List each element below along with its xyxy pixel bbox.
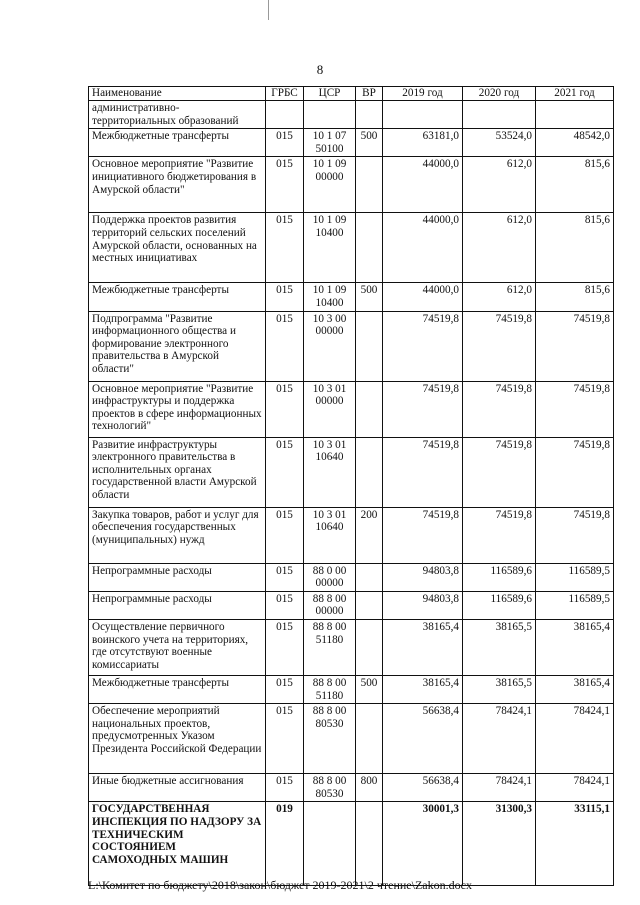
cell-y2021: 74519,8 xyxy=(536,437,614,507)
cell-grbs: 015 xyxy=(266,283,304,311)
cell-y2020: 78424,1 xyxy=(463,704,536,774)
cell-vr xyxy=(356,381,383,437)
cell-y2021: 48542,0 xyxy=(536,129,614,157)
cell-y2019: 74519,8 xyxy=(383,311,463,381)
cell-y2021: 116589,5 xyxy=(536,563,614,591)
table-row xyxy=(89,213,614,283)
cell-grbs: 015 xyxy=(266,507,304,563)
cell-y2019: 44000,0 xyxy=(383,213,463,283)
table-row xyxy=(89,591,614,619)
cell-name: Иные бюджетные ассигнования xyxy=(89,774,266,802)
cell-grbs: 015 xyxy=(266,381,304,437)
header-2020: 2020 год xyxy=(463,87,536,101)
cell-grbs: 019 xyxy=(266,802,304,886)
cell-y2019: 38165,4 xyxy=(383,675,463,703)
cell-y2021: 815,6 xyxy=(536,213,614,283)
cell-y2019: 30001,3 xyxy=(383,802,463,886)
cell-name: Основное мероприятие "Развитие инициативного бюджетирования в Амурской области" xyxy=(89,157,266,213)
cell-grbs: 015 xyxy=(266,311,304,381)
cell-y2021: 74519,8 xyxy=(536,311,614,381)
table-row xyxy=(89,619,614,675)
cell-csr: 10 1 09 10400 xyxy=(304,283,356,311)
table-row xyxy=(89,774,614,802)
cell-y2020: 78424,1 xyxy=(463,774,536,802)
cell-y2021: 815,6 xyxy=(536,157,614,213)
table-header-row xyxy=(89,87,614,101)
cell-grbs: 015 xyxy=(266,213,304,283)
header-grbs: ГРБС xyxy=(266,87,304,101)
cell-y2020 xyxy=(463,101,536,129)
cell-y2020: 74519,8 xyxy=(463,381,536,437)
cell-y2021: 78424,1 xyxy=(536,704,614,774)
cell-vr xyxy=(356,704,383,774)
cell-grbs xyxy=(266,101,304,129)
cell-csr xyxy=(304,802,356,886)
cell-name: Непрограммные расходы xyxy=(89,591,266,619)
cell-csr: 10 3 01 10640 xyxy=(304,507,356,563)
cell-y2021: 815,6 xyxy=(536,283,614,311)
header-vr: ВР xyxy=(356,87,383,101)
cell-csr: 88 0 00 00000 xyxy=(304,563,356,591)
cell-vr xyxy=(356,311,383,381)
cell-y2019: 38165,4 xyxy=(383,619,463,675)
cell-csr: 88 8 00 80530 xyxy=(304,774,356,802)
cell-csr: 10 1 07 50100 xyxy=(304,129,356,157)
cell-grbs: 015 xyxy=(266,675,304,703)
cell-vr xyxy=(356,101,383,129)
header-2019: 2019 год xyxy=(383,87,463,101)
cell-name: Межбюджетные трансферты xyxy=(89,129,266,157)
cell-csr: 88 8 00 00000 xyxy=(304,591,356,619)
cell-vr xyxy=(356,437,383,507)
cell-csr: 10 1 09 00000 xyxy=(304,157,356,213)
cell-name: Межбюджетные трансферты xyxy=(89,675,266,703)
cell-y2019: 56638,4 xyxy=(383,774,463,802)
cell-vr: 500 xyxy=(356,675,383,703)
table-row xyxy=(89,802,614,886)
cell-y2019: 74519,8 xyxy=(383,381,463,437)
cell-y2019: 63181,0 xyxy=(383,129,463,157)
budget-table xyxy=(88,86,614,886)
header-2021: 2021 год xyxy=(536,87,614,101)
cell-csr: 10 1 09 10400 xyxy=(304,213,356,283)
cell-vr xyxy=(356,213,383,283)
cell-name: Поддержка проектов развития территорий сельских поселений Амурской области, основанных на местных инициативах xyxy=(89,213,266,283)
table-row xyxy=(89,675,614,703)
cell-name: Закупка товаров, работ и услуг для обеспечения государственных (муниципальных) нужд xyxy=(89,507,266,563)
cell-name: административно-территориальных образований xyxy=(89,101,266,129)
cell-vr: 800 xyxy=(356,774,383,802)
table-row xyxy=(89,283,614,311)
cell-y2021: 38165,4 xyxy=(536,675,614,703)
cell-grbs: 015 xyxy=(266,591,304,619)
cell-csr: 10 3 01 00000 xyxy=(304,381,356,437)
cell-vr xyxy=(356,802,383,886)
cell-name: Осуществление первичного воинского учета на территориях, где отсутствуют военные комиссариаты xyxy=(89,619,266,675)
cell-y2021: 74519,8 xyxy=(536,507,614,563)
cell-grbs: 015 xyxy=(266,157,304,213)
cell-y2019: 44000,0 xyxy=(383,157,463,213)
cell-name: Основное мероприятие "Развитие инфраструктуры и поддержка проектов в сфере информационных технологий" xyxy=(89,381,266,437)
table-row xyxy=(89,507,614,563)
cell-y2021: 33115,1 xyxy=(536,802,614,886)
cell-name: Межбюджетные трансферты xyxy=(89,283,266,311)
cell-csr: 88 8 00 80530 xyxy=(304,704,356,774)
cell-y2021 xyxy=(536,101,614,129)
cell-y2020: 116589,6 xyxy=(463,563,536,591)
cell-y2021: 116589,5 xyxy=(536,591,614,619)
table-row xyxy=(89,157,614,213)
cell-y2020: 31300,3 xyxy=(463,802,536,886)
table-row xyxy=(89,101,614,129)
page-number: 8 xyxy=(316,62,324,77)
cell-y2019: 94803,8 xyxy=(383,591,463,619)
scan-mark xyxy=(268,0,269,20)
cell-y2019: 94803,8 xyxy=(383,563,463,591)
cell-grbs: 015 xyxy=(266,619,304,675)
cell-y2019: 74519,8 xyxy=(383,437,463,507)
cell-y2020: 116589,6 xyxy=(463,591,536,619)
table-row xyxy=(89,437,614,507)
cell-csr: 88 8 00 51180 xyxy=(304,619,356,675)
cell-y2019 xyxy=(383,101,463,129)
cell-name: Непрограммные расходы xyxy=(89,563,266,591)
cell-y2020: 38165,5 xyxy=(463,675,536,703)
cell-name: ГОСУДАРСТВЕННАЯ ИНСПЕКЦИЯ ПО НАДЗОРУ ЗА ТЕХНИЧЕСКИМ СОСТОЯНИЕМ САМОХОДНЫХ МАШИН xyxy=(89,802,266,886)
cell-vr xyxy=(356,591,383,619)
cell-y2021: 38165,4 xyxy=(536,619,614,675)
cell-vr xyxy=(356,157,383,213)
cell-grbs: 015 xyxy=(266,774,304,802)
cell-y2021: 78424,1 xyxy=(536,774,614,802)
table-row xyxy=(89,381,614,437)
cell-y2020: 38165,5 xyxy=(463,619,536,675)
cell-vr xyxy=(356,619,383,675)
cell-csr: 10 3 00 00000 xyxy=(304,311,356,381)
header-name: Наименование xyxy=(89,87,266,101)
cell-csr: 88 8 00 51180 xyxy=(304,675,356,703)
cell-y2020: 74519,8 xyxy=(463,437,536,507)
table-row xyxy=(89,704,614,774)
table-body xyxy=(89,101,614,886)
cell-y2019: 56638,4 xyxy=(383,704,463,774)
cell-y2020: 74519,8 xyxy=(463,507,536,563)
cell-y2020: 612,0 xyxy=(463,213,536,283)
cell-grbs: 015 xyxy=(266,563,304,591)
table-row xyxy=(89,129,614,157)
cell-vr xyxy=(356,563,383,591)
cell-grbs: 015 xyxy=(266,437,304,507)
cell-y2020: 74519,8 xyxy=(463,311,536,381)
cell-grbs: 015 xyxy=(266,704,304,774)
cell-y2019: 74519,8 xyxy=(383,507,463,563)
cell-csr xyxy=(304,101,356,129)
cell-y2021: 74519,8 xyxy=(536,381,614,437)
table-row xyxy=(89,563,614,591)
cell-name: Подпрограмма "Развитие информационного общества и формирование электронного правительства в Амурской области" xyxy=(89,311,266,381)
cell-y2020: 612,0 xyxy=(463,283,536,311)
cell-y2020: 612,0 xyxy=(463,157,536,213)
cell-y2019: 44000,0 xyxy=(383,283,463,311)
footer-file-path: L:\Комитет по бюджету\2018\закон\бюджет 2019-2021\2 чтение\Zakon.docx xyxy=(88,878,472,892)
header-csr: ЦСР xyxy=(304,87,356,101)
cell-vr: 200 xyxy=(356,507,383,563)
cell-csr: 10 3 01 10640 xyxy=(304,437,356,507)
table-row xyxy=(89,311,614,381)
cell-name: Развитие инфраструктуры электронного правительства в исполнительных органах государственной власти Амурской области xyxy=(89,437,266,507)
cell-name: Обеспечение мероприятий национальных проектов, предусмотренных Указом Президента Российской Федерации xyxy=(89,704,266,774)
cell-vr: 500 xyxy=(356,129,383,157)
cell-grbs: 015 xyxy=(266,129,304,157)
cell-vr: 500 xyxy=(356,283,383,311)
cell-y2020: 53524,0 xyxy=(463,129,536,157)
